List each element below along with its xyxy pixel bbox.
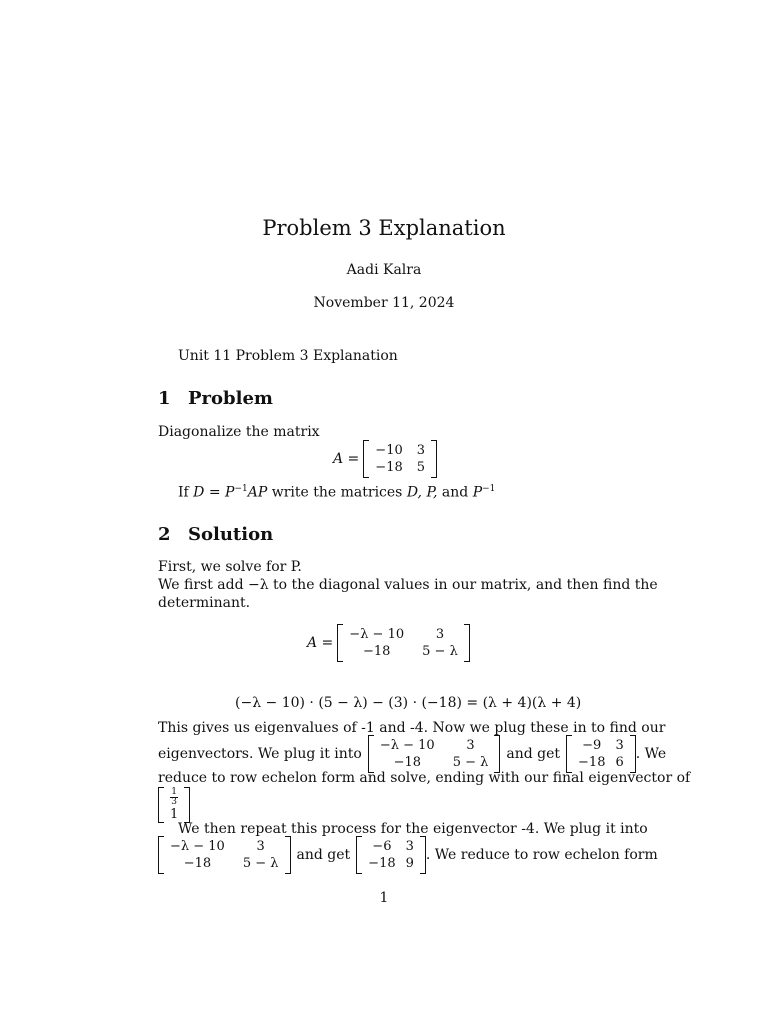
section-heading-problem: [158, 388, 273, 409]
matrix-cell: 3: [435, 627, 445, 642]
eigen-line-1: This gives us eigenvalues of -1 and -4. Now we plug these in to find our: [158, 720, 666, 736]
lambda-matrix: [337, 624, 470, 662]
solution-line-1: First, we solve for P.: [158, 559, 302, 575]
matrix-cell: −10: [375, 443, 403, 458]
matrix-minus6: −6 3 −18 9: [356, 836, 426, 874]
matrix-a-equation: [333, 440, 437, 478]
matrix-cell: −18: [375, 460, 403, 475]
eigen-line-2: eigenvectors. We plug it into −λ − 10 3 −18 5 − λ and get −9 3 −18 6 . We: [158, 735, 666, 773]
matrix-cell: −λ − 10: [349, 627, 405, 642]
eigenvector-1: $\frac{1}{3}$ 1: [158, 787, 190, 823]
matrix-cell: 5 − λ: [422, 644, 458, 659]
matrix-cell: −18: [363, 644, 391, 659]
section-number: 2: [158, 524, 171, 545]
repeat-line: We then repeat this process for the eigenvector -4. We plug it into: [178, 821, 648, 837]
matrix-a: [363, 440, 437, 478]
matrix-cell: 3: [416, 443, 426, 458]
determinant-equation: (−λ − 10) · (5 − λ) − (3) · (−18) = (λ + 4)(λ + 4): [235, 695, 582, 711]
problem-question: If $D = P^{-1}AP$ write the matrices D, P, and $P^{-1}$: [178, 484, 496, 501]
section-title: Problem: [188, 388, 273, 409]
lambda-matrix-inline: −λ − 10 3 −18 5 − λ: [368, 735, 501, 773]
lambda-matrix-equation: [307, 624, 470, 662]
repeat-line-2: −λ − 10 3 −18 5 − λ and get −6 3 −18 9 . We reduce to row echelon form: [158, 836, 658, 874]
page-number: 1: [379, 890, 389, 906]
section-heading-solution: [158, 524, 273, 545]
document-author: Aadi Kalra: [346, 262, 422, 278]
section-title: Solution: [188, 524, 274, 545]
lambda-matrix-inline-2: −λ − 10 3 −18 5 − λ: [158, 836, 291, 874]
problem-statement: Diagonalize the matrix: [158, 424, 320, 440]
matrix-label: A =: [307, 635, 334, 651]
reduce-line: reduce to row echelon form and solve, ending with our final eigenvector of: [158, 770, 691, 786]
matrix-minus9: −9 3 −18 6: [566, 735, 636, 773]
section-number: 1: [158, 388, 171, 409]
document-date: November 11, 2024: [313, 295, 455, 311]
document-title: Problem 3 Explanation: [262, 216, 506, 240]
solution-line-3: determinant.: [158, 595, 251, 611]
matrix-cell: 5: [416, 460, 426, 475]
solution-line-2: We first add −λ to the diagonal values in our matrix, and then find the: [158, 577, 658, 593]
fraction-one-third: $\frac{1}{3}$: [171, 787, 177, 807]
intro-text: Unit 11 Problem 3 Explanation: [178, 348, 398, 364]
matrix-label: A =: [333, 451, 360, 467]
